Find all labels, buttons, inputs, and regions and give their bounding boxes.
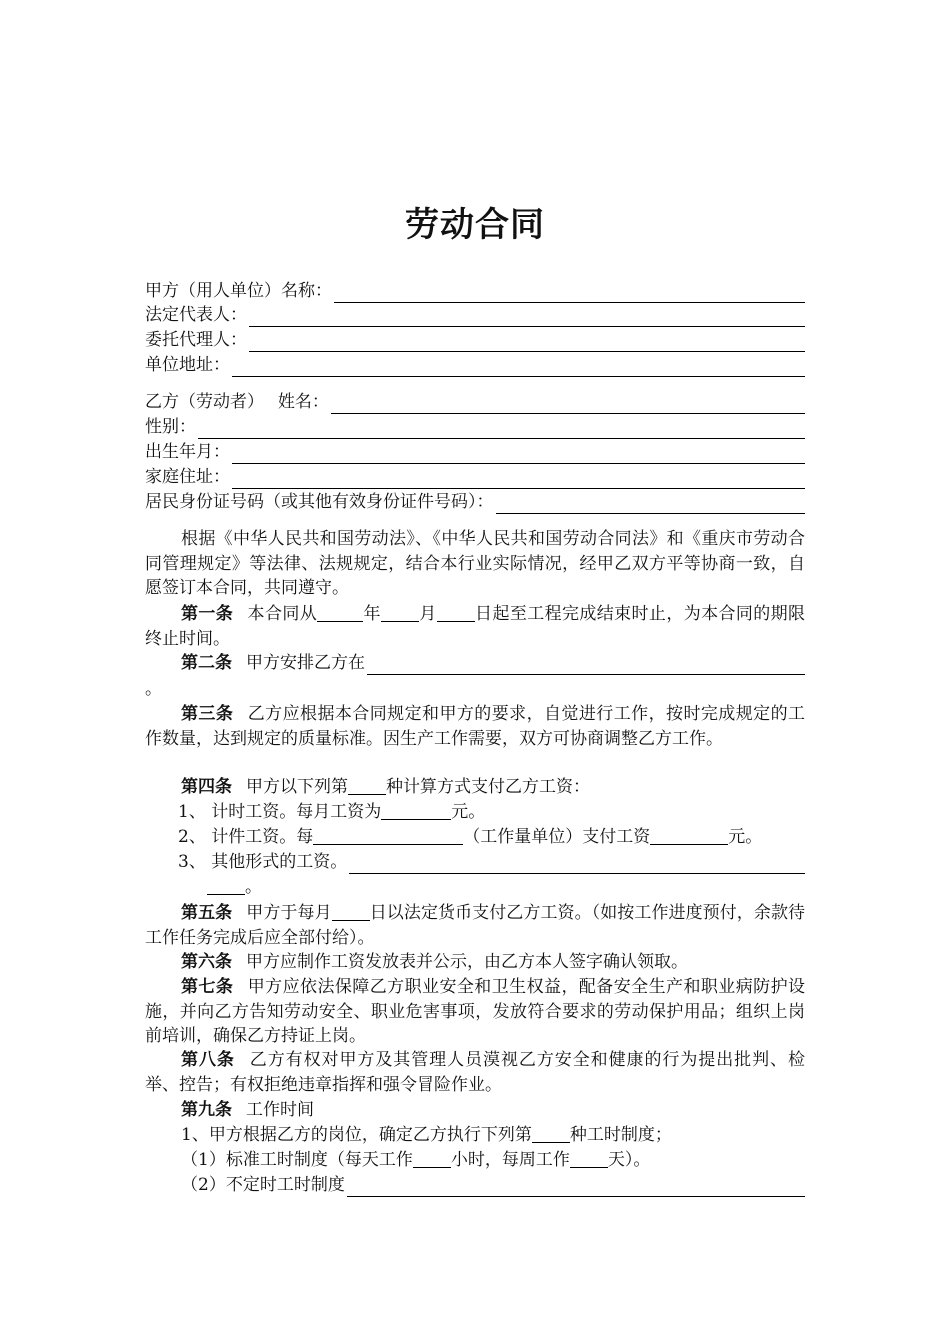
hours-item-1 bbox=[181, 1123, 672, 1147]
agent-label: 委托代理人： bbox=[145, 330, 247, 350]
wage-item-1 bbox=[178, 800, 485, 824]
pay-method-blank[interactable] bbox=[348, 776, 386, 795]
article-2-text: 甲方安排乙方在 bbox=[246, 653, 365, 673]
daily-hours-blank[interactable] bbox=[413, 1149, 451, 1168]
home-address-blank[interactable] bbox=[232, 469, 805, 489]
party-b-name-blank[interactable] bbox=[331, 394, 805, 414]
article-4-text-a: 甲方以下列第 bbox=[246, 777, 348, 797]
hours-item-1-text: 1、甲方根据乙方的岗位，确定乙方执行下列第 bbox=[181, 1125, 532, 1145]
wage-item-3-text: 3、 其他形式的工资。 bbox=[178, 852, 348, 872]
article-6 bbox=[145, 950, 805, 975]
article-1-text-a: 本合同从 bbox=[247, 604, 318, 624]
standard-hours-text-c: 天）。 bbox=[607, 1150, 651, 1170]
article-7-text: 甲方应依法保障乙方职业安全和卫生权益，配备安全生产和职业病防护设施，并向乙方告知劳动安全、职业危害事项，发放符合要求的劳动保护用品；组织上岗前培训，确保乙方持证上岗。 bbox=[145, 977, 806, 1046]
weekly-days-blank[interactable] bbox=[570, 1149, 608, 1168]
legal-rep-blank[interactable] bbox=[249, 307, 805, 327]
wage-item-2 bbox=[178, 825, 762, 849]
article-5 bbox=[145, 901, 805, 950]
legal-rep-label: 法定代表人： bbox=[145, 305, 247, 325]
article-1-text-c: 月 bbox=[418, 604, 437, 624]
piece-wage-blank[interactable] bbox=[650, 826, 728, 845]
home-address-field bbox=[145, 465, 805, 489]
other-wage-blank[interactable] bbox=[349, 854, 805, 874]
id-number-label: 居民身份证号码（或其他有效身份证件号码）： bbox=[145, 492, 494, 512]
standard-hours-text-a: （1）标准工时制度（每天工作 bbox=[181, 1150, 413, 1170]
party-a-name-field bbox=[145, 279, 805, 303]
gender-field bbox=[145, 415, 805, 439]
article-8 bbox=[145, 1048, 805, 1097]
wage-item-3 bbox=[178, 850, 805, 874]
article-7-heading: 第七条 bbox=[181, 977, 234, 997]
wage-item-2-text: 2、 计件工资。每 bbox=[178, 827, 314, 847]
article-2-heading: 第二条 bbox=[181, 653, 232, 673]
article-1-text-b: 年 bbox=[363, 604, 381, 624]
gender-label: 性别： bbox=[145, 417, 196, 437]
hours-system-blank[interactable] bbox=[532, 1124, 570, 1143]
article-9-text: 工作时间 bbox=[246, 1100, 314, 1120]
hours-item-1-end: 种工时制度； bbox=[569, 1125, 672, 1145]
party-b-name-label: 乙方（劳动者） 姓名： bbox=[145, 392, 329, 412]
wage-item-3-end: 。 bbox=[245, 877, 262, 897]
article-3-text: 乙方应根据本合同规定和甲方的要求，自觉进行工作，按时完成规定的工作数量，达到规定的质量标准。因生产工作需要，双方可协商调整乙方工作。 bbox=[145, 704, 806, 749]
birth-label: 出生年月： bbox=[145, 442, 230, 462]
article-1-text-d: 日起至工程完成结束时止，为本合同的期限终止时间。 bbox=[145, 604, 806, 649]
document-title: 劳动合同 bbox=[405, 205, 545, 245]
birth-blank[interactable] bbox=[232, 444, 805, 464]
party-b-name-field bbox=[145, 390, 805, 414]
agent-field bbox=[145, 328, 805, 352]
article-4-text-b: 种计算方式支付乙方工资： bbox=[386, 777, 590, 797]
article-2-end: 。 bbox=[145, 679, 162, 699]
company-address-field bbox=[145, 353, 805, 377]
wage-item-2-mid: （工作量单位）支付工资 bbox=[463, 827, 651, 847]
flexible-hours-item bbox=[181, 1173, 805, 1197]
article-5-text-b: 日以法定货币支付乙方工资。（如按工作进度预付，余款待工作任务完成后应全部付给）。 bbox=[145, 903, 806, 948]
wage-item-1-text: 1、 计时工资。每月工资为 bbox=[178, 802, 382, 822]
home-address-label: 家庭住址： bbox=[145, 467, 230, 487]
start-day-blank[interactable] bbox=[437, 603, 475, 622]
birth-field bbox=[145, 440, 805, 464]
company-address-label: 单位地址： bbox=[145, 355, 230, 375]
id-number-field bbox=[145, 490, 805, 514]
standard-hours-item bbox=[181, 1148, 650, 1172]
start-month-blank[interactable] bbox=[381, 603, 419, 622]
article-6-heading: 第六条 bbox=[181, 952, 232, 972]
article-3 bbox=[145, 702, 805, 751]
article-5-heading: 第五条 bbox=[181, 903, 233, 923]
article-8-text: 乙方有权对甲方及其管理人员漠视乙方安全和健康的行为提出批判、检举、控告；有权拒绝违章指挥和强令冒险作业。 bbox=[145, 1050, 806, 1095]
article-4-heading: 第四条 bbox=[181, 777, 232, 797]
article-7 bbox=[145, 975, 805, 1049]
company-address-blank[interactable] bbox=[232, 357, 805, 377]
other-wage-blank-cont[interactable] bbox=[207, 876, 245, 895]
article-6-text: 甲方应制作工资发放表并公示，由乙方本人签字确认领取。 bbox=[246, 952, 688, 972]
standard-hours-text-b: 小时，每周工作 bbox=[450, 1150, 570, 1170]
legal-rep-field bbox=[145, 303, 805, 327]
preamble-paragraph: 根据《中华人民共和国劳动法》、《中华人民共和国劳动合同法》和《重庆市劳动合同管理规定》等法律、法规规定，结合本行业实际情况，经甲乙双方平等协商一致，自愿签订本合同，共同遵守。 bbox=[145, 529, 805, 598]
article-4 bbox=[145, 775, 805, 800]
start-year-blank[interactable] bbox=[317, 603, 363, 622]
wage-item-2-unit: 元。 bbox=[728, 827, 763, 847]
article-9 bbox=[181, 1098, 314, 1122]
article-1-heading: 第一条 bbox=[181, 604, 234, 624]
article-8-heading: 第八条 bbox=[181, 1050, 235, 1070]
flexible-hours-text: （2）不定时工时制度 bbox=[181, 1175, 345, 1195]
id-number-blank[interactable] bbox=[496, 494, 806, 514]
article-3-heading: 第三条 bbox=[181, 704, 234, 724]
agent-blank[interactable] bbox=[249, 332, 805, 352]
party-a-name-label: 甲方（用人单位）名称： bbox=[145, 281, 332, 301]
work-location-blank[interactable] bbox=[367, 655, 805, 675]
pay-day-blank[interactable] bbox=[332, 902, 370, 921]
gender-blank[interactable] bbox=[198, 419, 805, 439]
wage-item-3-cont bbox=[207, 875, 262, 899]
flexible-hours-blank[interactable] bbox=[347, 1177, 805, 1197]
article-1 bbox=[145, 602, 805, 651]
article-5-text-a: 甲方于每月 bbox=[246, 903, 332, 923]
article-9-heading: 第九条 bbox=[181, 1100, 232, 1120]
article-2 bbox=[145, 651, 805, 675]
work-unit-blank[interactable] bbox=[313, 826, 463, 845]
party-a-name-blank[interactable] bbox=[334, 283, 805, 303]
monthly-wage-blank[interactable] bbox=[381, 801, 451, 820]
wage-item-1-unit: 元。 bbox=[451, 802, 486, 822]
